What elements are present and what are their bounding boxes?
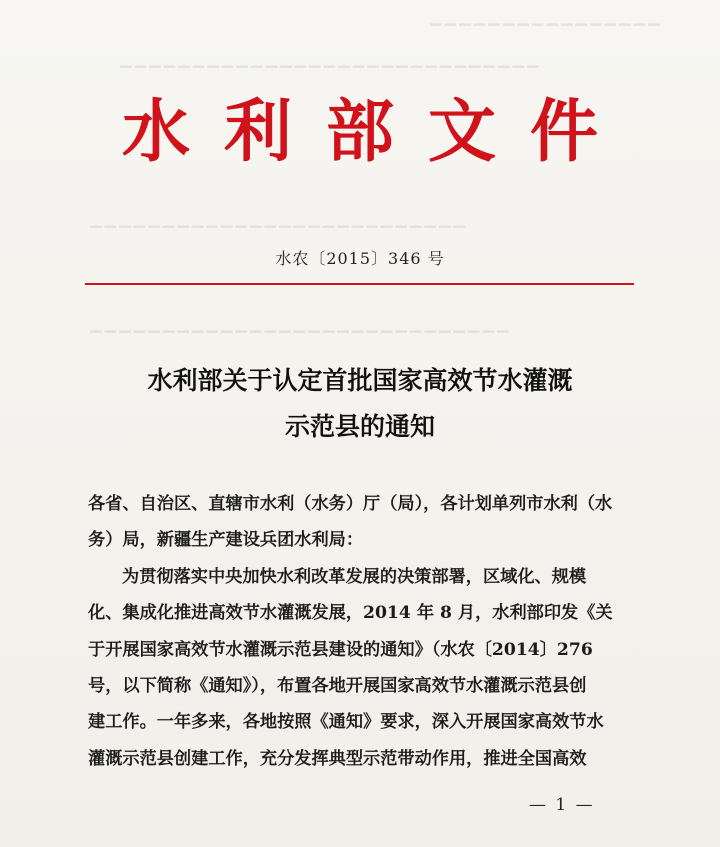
salutation-line: 务）局，新疆生产建设兵团水利局： — [88, 530, 364, 551]
show-through-texture: ▁▁▁▁▁▁▁▁▁▁▁▁▁▁▁▁▁▁▁▁▁▁▁▁▁▁ — [90, 210, 468, 228]
notice-title — [0, 358, 720, 450]
document-number: 水农〔2015〕346 号 — [275, 249, 445, 268]
red-divider-line — [85, 283, 634, 285]
issuing-authority-header: 水利部文件 — [121, 92, 632, 172]
paragraph-line: 号，以下简称《通知》），布置各地开展国家高效节水灌溉示范县创 — [88, 675, 587, 696]
salutation-line: 各省、自治区、直辖市水利（水务）厅（局），各计划单列市水利（水 — [88, 494, 613, 514]
paragraph-line: 于开展国家高效节水灌溉示范县建设的通知》（水农〔2014〕276 — [88, 639, 593, 660]
paragraph-line: 化、集成化推进高效节水灌溉发展，2014 年 8 月，水利部印发《关 — [88, 603, 613, 624]
paragraph-line: 为贯彻落实中央加快水利改革发展的决策部署，区域化、规模 — [122, 566, 587, 587]
notice-body — [88, 486, 636, 777]
paragraph-line: 建工作。一年多来，各地按照《通知》要求，深入开展国家高效节水 — [88, 712, 604, 733]
show-through-texture: ▁▁▁▁▁▁▁▁▁▁▁▁▁▁▁▁ — [430, 8, 663, 26]
show-through-texture: ▁▁▁▁▁▁▁▁▁▁▁▁▁▁▁▁▁▁▁▁▁▁▁▁▁▁▁▁▁ — [120, 50, 542, 68]
paragraph-line: 灌溉示范县创建工作，充分发挥典型示范带动作用，推进全国高效 — [88, 748, 587, 769]
notice-title-line: 水利部关于认定首批国家高效节水灌溉 — [147, 366, 573, 395]
show-through-texture: ▁▁▁▁▁▁▁▁▁▁▁▁▁▁▁▁▁▁▁▁▁▁▁▁▁▁▁▁▁ — [90, 315, 512, 333]
page-number: — 1 — — [529, 795, 595, 815]
notice-title-line: 示范县的通知 — [284, 412, 435, 441]
